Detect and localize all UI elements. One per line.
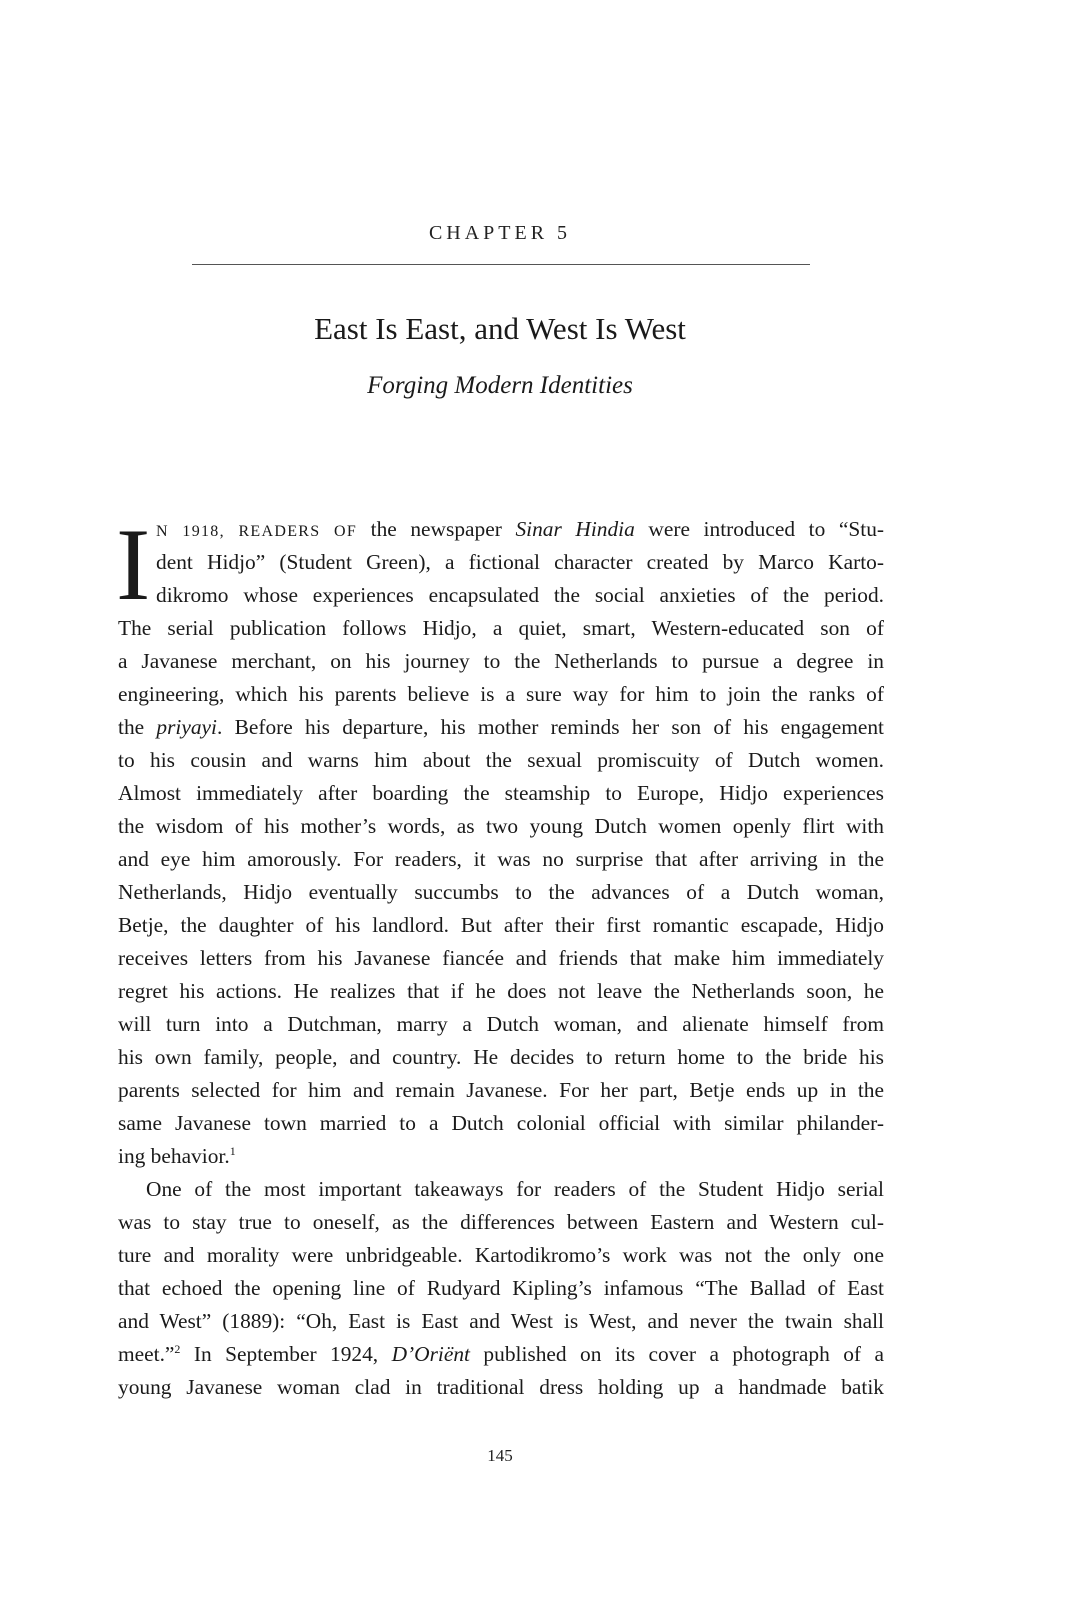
text-line: Almost immediately after boarding the steamship to Europe, Hidjo experiences: [118, 781, 884, 805]
text-span: . Before his departure, his mother reminds her son of his engagement: [216, 715, 884, 739]
text-line: regret his actions. He realizes that if he does not leave the Netherlands soon, he: [118, 979, 884, 1003]
text-line: the wisdom of his mother’s words, as two young Dutch women openly flirt with: [118, 814, 884, 838]
chapter-rule: [192, 264, 810, 265]
text-line: [118, 711, 884, 744]
text-span: were introduced to “Stu-: [634, 517, 885, 541]
text-span: ing behavior.: [118, 1144, 230, 1168]
text-line: dent Hidjo” (Student Green), a fictional character created by Marco Karto-: [156, 550, 884, 574]
text-line: his own family, people, and country. He decides to return home to the bride his: [118, 1045, 884, 1069]
text-line: dikromo whose experiences encapsulated the social anxieties of the period.: [156, 583, 884, 607]
text-line: a Javanese merchant, on his journey to the Netherlands to pursue a degree in: [118, 649, 884, 673]
text-line: receives letters from his Javanese fiancée and friends that make him immediately: [118, 946, 884, 970]
chapter-title: East Is East, and West Is West: [314, 311, 686, 346]
text-line: engineering, which his parents believe is a sure way for him to join the ranks of: [118, 682, 884, 706]
text-line: same Javanese town married to a Dutch colonial official with similar philander-: [118, 1111, 884, 1135]
text-line: and West” (1889): “Oh, East is East and West is West, and never the twain shall: [118, 1309, 884, 1333]
text-span: the newspaper: [357, 517, 516, 541]
text-line: [118, 1338, 884, 1371]
chapter-label: CHAPTER 5: [428, 222, 572, 244]
footnote-marker: 2: [174, 1341, 181, 1356]
text-line: to his cousin and warns him about the sexual promiscuity of Dutch women.: [118, 748, 884, 772]
body-text: [116, 508, 885, 1404]
text-span: meet.”: [118, 1342, 175, 1366]
drop-cap: I: [116, 508, 151, 622]
text-line: was to stay true to oneself, as the differences between Eastern and Western cul-: [118, 1210, 884, 1234]
text-span: the: [118, 715, 157, 739]
italic-term: priyayi: [156, 715, 217, 739]
page-number: 145: [487, 1446, 513, 1465]
opening-small-caps: N 1918, READERS OF: [156, 523, 358, 540]
text-line: parents selected for him and remain Javanese. For her part, Betje ends up in the: [118, 1078, 884, 1102]
text-span: published on its cover a photograph of a: [470, 1342, 884, 1366]
chapter-subtitle: Forging Modern Identities: [367, 372, 633, 399]
text-span: In September 1924,: [180, 1342, 392, 1366]
magazine-title: D’Oriënt: [391, 1342, 470, 1366]
text-line: Netherlands, Hidjo eventually succumbs to the advances of a Dutch woman,: [118, 880, 884, 904]
text-line: will turn into a Dutchman, marry a Dutch woman, and alienate himself from: [118, 1012, 884, 1036]
text-line: and eye him amorously. For readers, it was no surprise that after arriving in the: [118, 847, 884, 871]
text-line: young Javanese woman clad in traditional dress holding up a handmade batik: [118, 1375, 884, 1399]
newspaper-title: Sinar Hindia: [515, 517, 635, 541]
text-line: Betje, the daughter of his landlord. But after their first romantic escapade, Hidjo: [118, 913, 884, 937]
text-line: ture and morality were unbridgeable. Kartodikromo’s work was not the only one: [118, 1243, 884, 1267]
text-line: [156, 513, 884, 546]
text-line: [118, 1140, 884, 1173]
text-line: that echoed the opening line of Rudyard Kipling’s infamous “The Ballad of East: [118, 1276, 884, 1300]
text-line: The serial publication follows Hidjo, a quiet, smart, Western-educated son of: [118, 616, 884, 640]
text-line: One of the most important takeaways for readers of the Student Hidjo serial: [146, 1177, 884, 1201]
footnote-marker: 1: [229, 1143, 236, 1158]
